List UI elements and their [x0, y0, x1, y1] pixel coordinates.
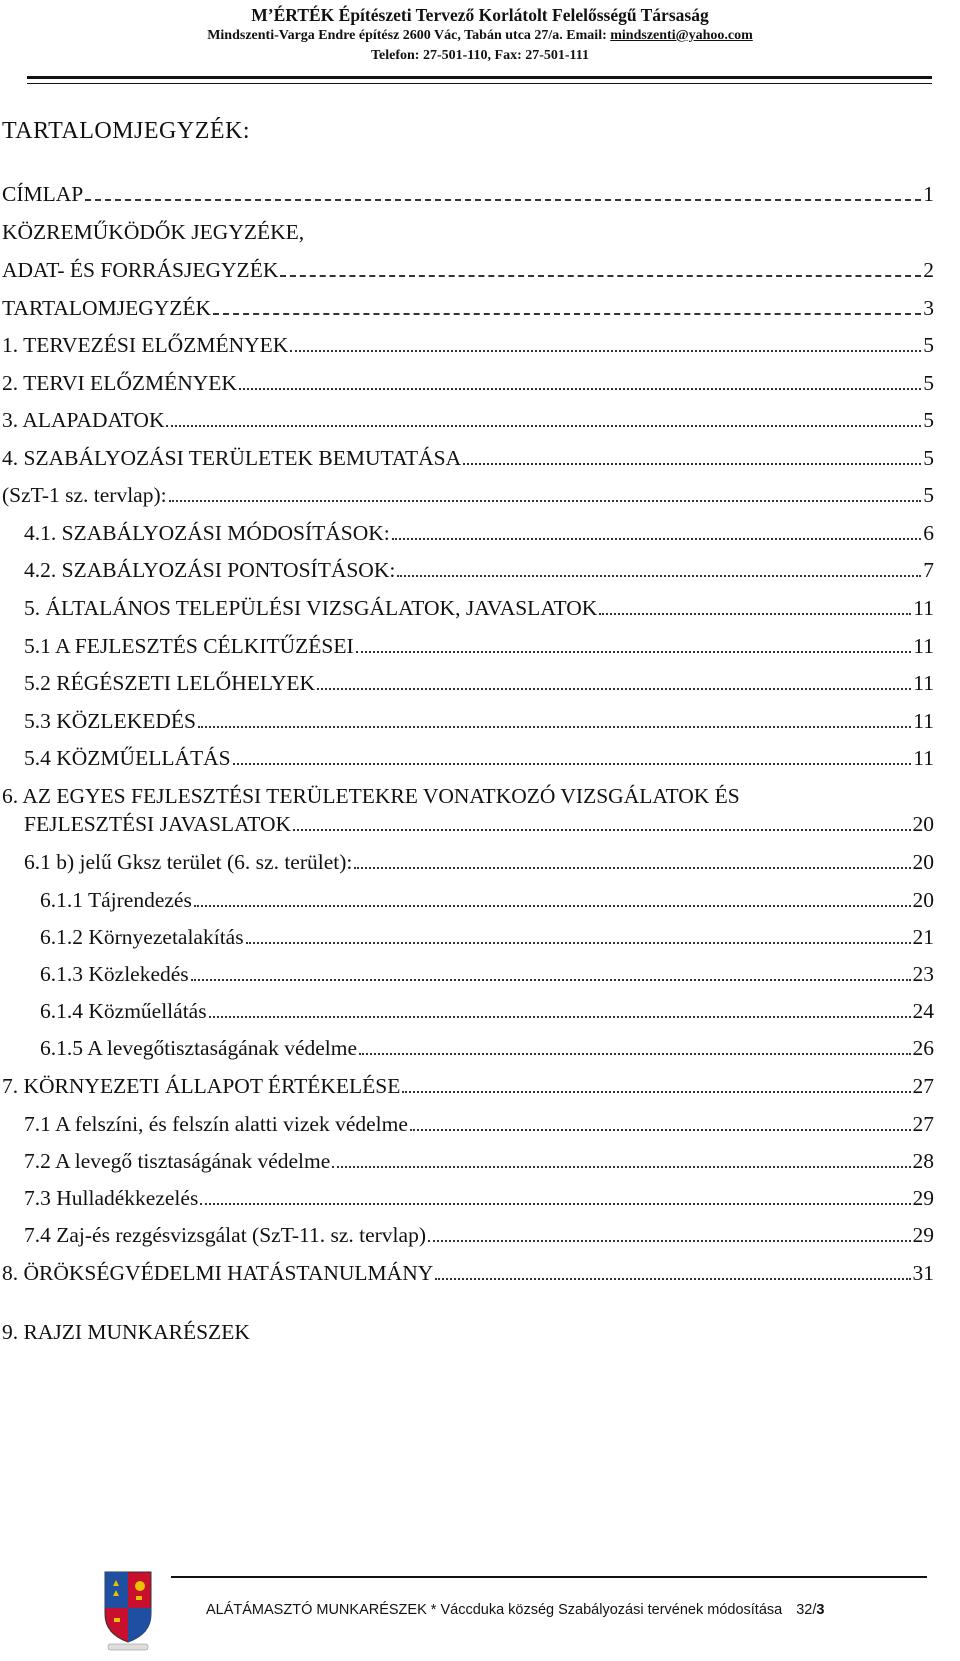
- toc-entry[interactable]: [2, 481, 934, 509]
- toc-entry-label: 5.4 KÖZMŰELLÁTÁS: [24, 746, 231, 770]
- toc-entry[interactable]: [2, 218, 934, 246]
- toc-entry[interactable]: [2, 1318, 934, 1346]
- toc-entry[interactable]: [40, 960, 934, 988]
- toc-leader: [246, 942, 911, 944]
- toc-leader: [213, 313, 921, 315]
- toc-entry-page: 20: [912, 850, 934, 874]
- toc-entry-label: TARTALOMJEGYZÉK: [2, 296, 212, 320]
- toc-entry-page: 20: [912, 812, 934, 836]
- toc-entry-label: 5.1 A FEJLESZTÉS CÉLKITŰZÉSEI: [24, 634, 354, 658]
- toc-leader: [200, 1203, 910, 1205]
- toc-entry-label: 7.1 A felszíni, és felszín alatti vizek védelme: [24, 1112, 408, 1136]
- toc-leader: [392, 538, 921, 540]
- toc-entry-page: 5: [923, 371, 934, 395]
- toc-entry-label: 5.2 RÉGÉSZETI LELŐHELYEK: [24, 671, 316, 695]
- toc-entry-label: 5. ÁLTALÁNOS TELEPÜLÉSI VIZSGÁLATOK, JAVASLATOK: [24, 596, 598, 620]
- toc-leader: [169, 500, 922, 502]
- address-text: Mindszenti-Varga Endre építész 2600 Vác, Tabán utca 27/a. Email:: [207, 28, 611, 43]
- toc-entry-page: 21: [912, 925, 934, 949]
- company-phone: Telefon: 27-501-110, Fax: 27-501-111: [370, 48, 590, 63]
- toc-entry[interactable]: [2, 331, 934, 359]
- toc-entry-label: ADAT- ÉS FORRÁSJEGYZÉK: [2, 258, 279, 282]
- toc-entry-page: 20: [912, 888, 934, 912]
- toc-leader: [332, 1166, 910, 1168]
- toc-entry[interactable]: [24, 632, 934, 660]
- toc-entry[interactable]: [24, 594, 934, 622]
- toc-leader: [397, 575, 921, 577]
- toc-leader: [599, 613, 911, 615]
- toc-entry[interactable]: [24, 556, 934, 584]
- toc-entry-page: 7: [923, 558, 934, 582]
- toc-title: TARTALOMJEGYZÉK:: [2, 118, 251, 144]
- toc-entry-label: 9. RAJZI MUNKARÉSZEK: [2, 1320, 250, 1344]
- toc-leader: [198, 726, 911, 728]
- toc-leader: [191, 979, 911, 981]
- toc-entry[interactable]: [24, 744, 934, 772]
- toc-entry-label: 5.3 KÖZLEKEDÉS: [24, 709, 196, 733]
- toc-entry[interactable]: [24, 1184, 934, 1212]
- toc-entry-page: 28: [912, 1149, 934, 1173]
- toc-entry-page: 11: [913, 746, 934, 770]
- toc-entry-page: 27: [912, 1074, 934, 1098]
- toc-leader: [359, 1053, 910, 1055]
- toc-leader: [356, 651, 912, 653]
- toc-entry[interactable]: [40, 997, 934, 1025]
- toc-leader: [463, 463, 921, 465]
- toc-entry[interactable]: [24, 519, 934, 547]
- toc-leader: [166, 425, 921, 427]
- footer-rule: [171, 1576, 927, 1578]
- toc-entry-page: 11: [913, 596, 934, 620]
- toc-entry-page: 31: [912, 1261, 934, 1285]
- email-link[interactable]: mindszenti@yahoo.com: [610, 28, 753, 43]
- toc-entry-label: 8. ÖRÖKSÉGVÉDELMI HATÁSTANULMÁNY: [2, 1261, 434, 1285]
- toc-entry-page: 29: [912, 1186, 934, 1210]
- toc-entry-page: 11: [913, 671, 934, 695]
- toc-leader: [290, 350, 921, 352]
- toc-leader: [85, 199, 921, 201]
- toc-leader: [293, 829, 910, 831]
- toc-entry-label: 2. TERVI ELŐZMÉNYEK: [2, 371, 237, 395]
- header-rule-thick: [27, 76, 932, 79]
- toc-entry-label: (SzT-1 sz. tervlap):: [2, 483, 167, 507]
- toc-entry-page: 11: [913, 634, 934, 658]
- toc-leader: [194, 905, 911, 907]
- toc-entry[interactable]: [2, 782, 934, 810]
- toc-entry[interactable]: [24, 810, 934, 838]
- toc-leader: [428, 1240, 911, 1242]
- company-address: [0, 26, 960, 46]
- toc-entry-page: 3: [923, 296, 934, 320]
- toc-entry-label: 4.1. SZABÁLYOZÁSI MÓDOSÍTÁSOK:: [24, 521, 390, 545]
- toc-entry-page: 6: [923, 521, 934, 545]
- toc-leader: [410, 1129, 911, 1131]
- toc-entry[interactable]: [2, 256, 934, 286]
- toc-entry-label: 7.4 Zaj-és rezgésvizsgálat (SzT-11. sz. tervlap): [24, 1223, 426, 1247]
- toc-entry[interactable]: [40, 886, 934, 914]
- toc-entry-label: 6.1.1 Tájrendezés: [40, 888, 192, 912]
- toc-entry-page: 24: [912, 999, 934, 1023]
- toc-leader: [239, 388, 921, 390]
- toc-entry-label: KÖZREMŰKÖDŐK JEGYZÉKE,: [2, 220, 305, 244]
- toc-entry[interactable]: [2, 444, 934, 472]
- page-total: 32/: [796, 1602, 817, 1618]
- toc-entry-label: CÍMLAP: [2, 182, 84, 206]
- footer-document-title: ALÁTÁMASZTÓ MUNKARÉSZEK * Váccduka község Szabályozási tervének módosítása: [206, 1602, 783, 1618]
- toc-entry-page: 5: [923, 408, 934, 432]
- company-name: M’ÉRTÉK Építészeti Tervező Korlátolt Felelősségű Társaság: [251, 5, 709, 25]
- toc-entry[interactable]: [24, 1110, 934, 1138]
- toc-entry-label: FEJLESZTÉSI JAVASLATOK: [24, 812, 292, 836]
- toc-entry-page: 27: [912, 1112, 934, 1136]
- coat-of-arms-icon: [102, 1568, 154, 1652]
- toc-entry-label: 4. SZABÁLYOZÁSI TERÜLETEK BEMUTATÁSA: [2, 446, 462, 470]
- toc-entry[interactable]: [2, 1259, 934, 1287]
- toc-entry-label: 6. AZ EGYES FEJLESZTÉSI TERÜLETEKRE VONATKOZÓ VIZSGÁLATOK ÉS: [2, 784, 740, 808]
- toc-entry-label: 1. TERVEZÉSI ELŐZMÉNYEK: [2, 333, 289, 357]
- letterhead: [0, 4, 960, 66]
- toc-entry[interactable]: [24, 1221, 934, 1249]
- toc-entry-page: 5: [923, 333, 934, 357]
- toc-entry-label: 6.1.2 Környezetalakítás: [40, 925, 244, 949]
- toc-entry-label: 6.1 b) jelű Gksz terület (6. sz. terület):: [24, 850, 353, 874]
- toc-leader: [354, 867, 910, 869]
- toc-entry-page: 2: [923, 258, 934, 282]
- toc-entry-label: 7.2 A levegő tisztaságának védelme: [24, 1149, 331, 1173]
- toc-entry-page: 5: [923, 446, 934, 470]
- toc-leader: [402, 1091, 910, 1093]
- toc-entry-page: 5: [923, 483, 934, 507]
- page-current: 3: [816, 1602, 825, 1618]
- toc-entry[interactable]: [24, 669, 934, 697]
- toc-leader: [280, 275, 921, 277]
- toc-leader: [233, 763, 912, 765]
- toc-entry[interactable]: [2, 406, 934, 434]
- header-rule-thin: [27, 83, 932, 84]
- toc-entry-page: 29: [912, 1223, 934, 1247]
- toc-entry[interactable]: [2, 294, 934, 324]
- toc-entry[interactable]: [40, 923, 934, 951]
- toc-entry[interactable]: [24, 848, 934, 876]
- toc-entry-page: 26: [912, 1036, 934, 1060]
- toc-entry-label: 6.1.3 Közlekedés: [40, 962, 189, 986]
- toc-entry-label: 6.1.4 Közműellátás: [40, 999, 207, 1023]
- toc-entry-page: 11: [913, 709, 934, 733]
- toc-entry-label: 7. KÖRNYEZETI ÁLLAPOT ÉRTÉKELÉSE: [2, 1074, 401, 1098]
- toc-entry[interactable]: [24, 707, 934, 735]
- toc-entry-page: 1: [923, 182, 934, 206]
- toc-entry-label: 3. ALAPADATOK: [2, 408, 165, 432]
- footer: [206, 1602, 824, 1618]
- toc-entry[interactable]: [2, 369, 934, 397]
- toc-entry-label: 4.2. SZABÁLYOZÁSI PONTOSÍTÁSOK:: [24, 558, 396, 582]
- toc-leader: [209, 1016, 911, 1018]
- toc-leader: [317, 688, 911, 690]
- toc-entry-page: 23: [912, 962, 934, 986]
- toc-entry-label: 7.3 Hulladékkezelés: [24, 1186, 199, 1210]
- toc-leader: [435, 1278, 910, 1280]
- toc-entry[interactable]: [40, 1034, 934, 1062]
- toc-entry-label: 6.1.5 A levegőtisztaságának védelme: [40, 1036, 358, 1060]
- toc-entry[interactable]: [2, 1072, 934, 1100]
- toc-entry[interactable]: [24, 1147, 934, 1175]
- page-number: [796, 1602, 824, 1618]
- toc-entry[interactable]: [2, 180, 934, 210]
